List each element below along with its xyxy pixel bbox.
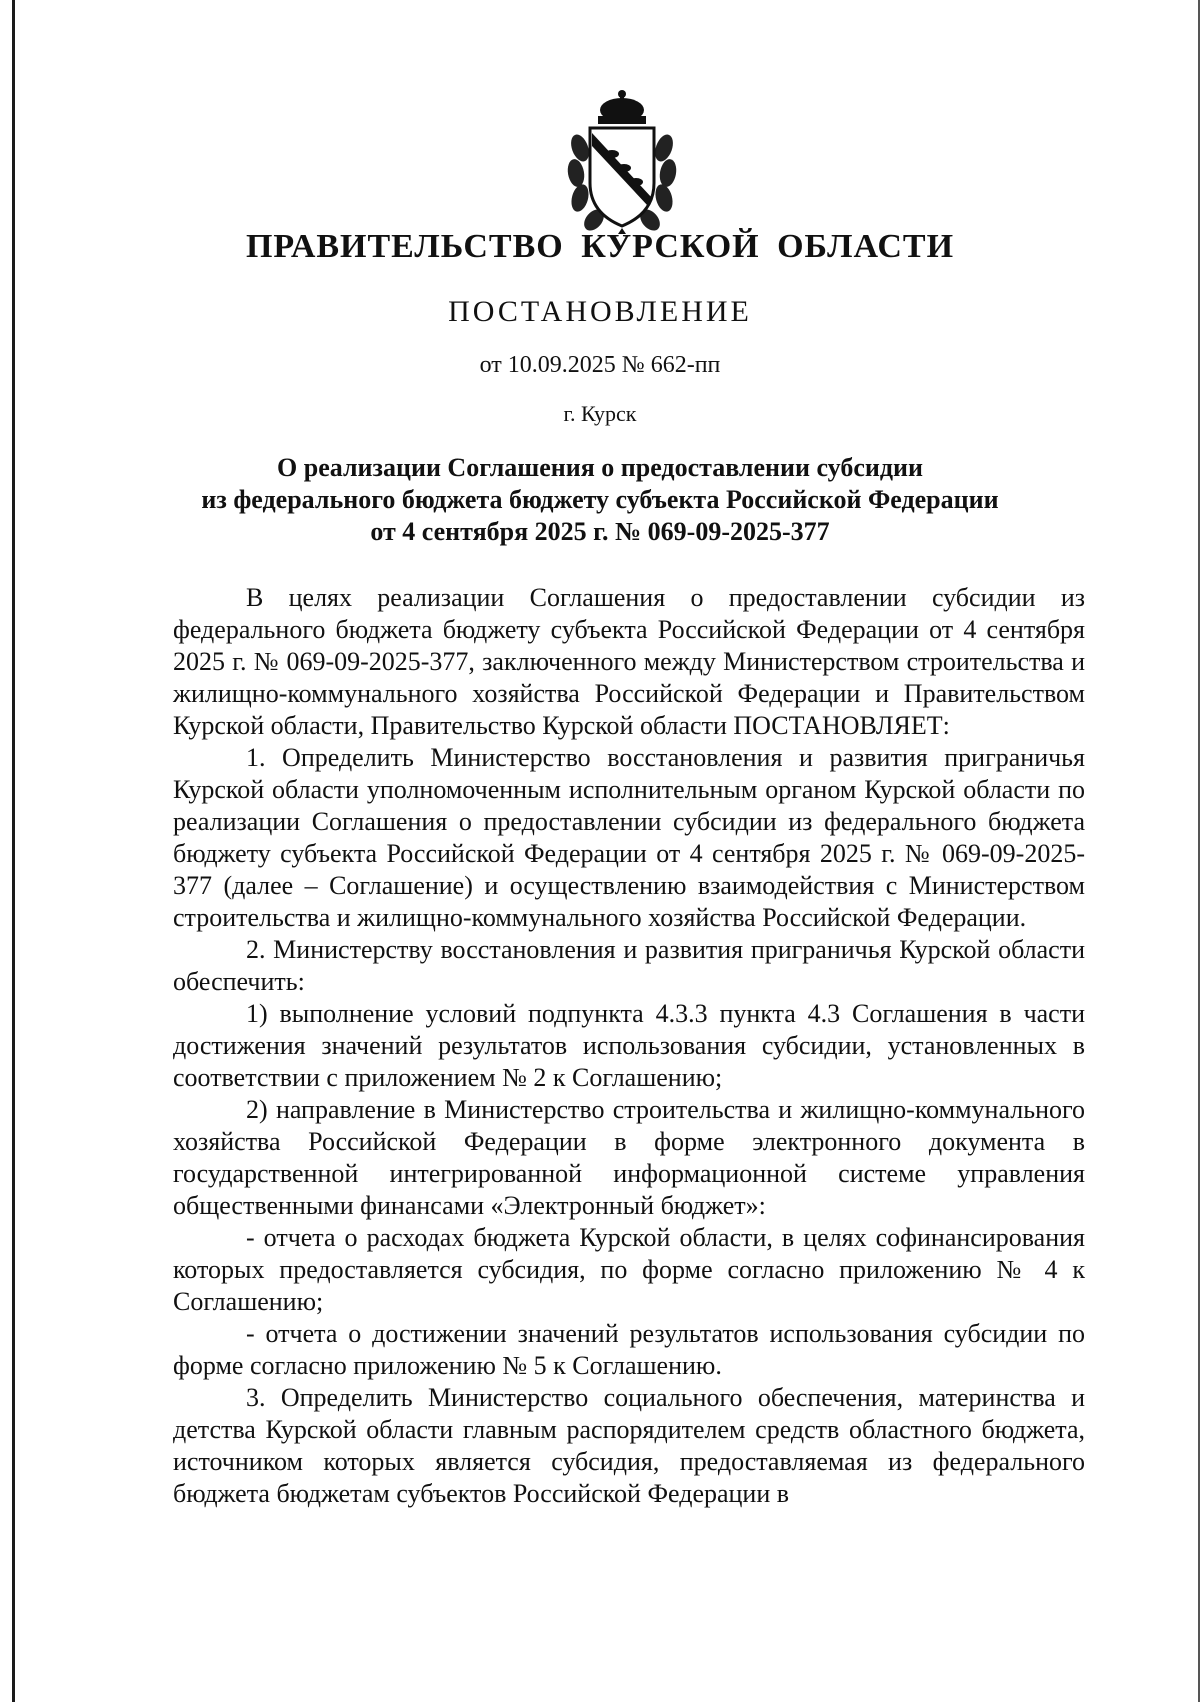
clause-2-subitem-1: 1) выполнение условий подпункта 4.3.3 пункта 4.3 Соглашения в части достижения значений результатов использования субсидии, установленных в соответствии с приложением № 2 к Соглашению; bbox=[173, 999, 1085, 1092]
clause-2-dash-item-b: - отчета о достижении значений результатов использования субсидии по форме согласно приложению № 5 к Соглашению. bbox=[173, 1319, 1085, 1380]
clause-2-dash-item-a: - отчета о расходах бюджета Курской области, в целях софинансирования которых предоставляется субсидия, по форме согласно приложению № 4 к Соглашению; bbox=[173, 1223, 1085, 1316]
title-line: О реализации Соглашения о предоставлении субсидии bbox=[277, 453, 923, 482]
document-type: ПОСТАНОВЛЕНИЕ bbox=[448, 295, 752, 328]
document-city: г. Курск bbox=[563, 401, 637, 426]
clause-1: 1. Определить Министерство восстановления и развития приграничья Курской области уполномоченным исполнительным органом Курской области по реализации Соглашения о предоставлении субсидии из федерального бюджета бюджету субъекта Российской Федерации от 4 сентября 2025 г. № 069-09-2025-377 (далее – Соглашение) и осуществлению взаимодействия с Министерством строительства и жилищно-коммунального хозяйства Российской Федерации. bbox=[173, 743, 1085, 932]
clause-2-subitem-2: 2) направление в Министерство строительства и жилищно-коммунального хозяйства Российской Федерации в форме электронного документа в государственной интегрированной информационной системе управления общественными финансами «Электронный бюджет»: bbox=[173, 1095, 1085, 1220]
organization-name: ПРАВИТЕЛЬСТВО КУРСКОЙ ОБЛАСТИ bbox=[245, 228, 955, 265]
preamble-paragraph: В целях реализации Соглашения о предоставлении субсидии из федерального бюджета бюджету субъекта Российской Федерации от 4 сентября 2025 г. № 069-09-2025-377, заключенного между Министерством строительства и жилищно-коммунального хозяйства Российской Федерации и Правительством Курской области, Правительство Курской области ПОСТАНОВЛЯЕТ: bbox=[173, 583, 1085, 740]
title-line: от 4 сентября 2025 г. № 069-09-2025-377 bbox=[370, 517, 830, 546]
clause-2: 2. Министерству восстановления и развития приграничья Курской области обеспечить: bbox=[173, 935, 1085, 996]
title-line: из федерального бюджета бюджету субъекта Российской Федерации bbox=[201, 485, 999, 514]
document-title bbox=[150, 452, 1050, 548]
document-body bbox=[173, 582, 1085, 1510]
document-number: от 10.09.2025 № 662-пп bbox=[479, 352, 721, 378]
clause-3: 3. Определить Министерство социального обеспечения, материнства и детства Курской области главным распорядителем средств областного бюджета, источником которых является субсидия, предоставляемая из федерального бюджета бюджетам субъектов Российской Федерации в bbox=[173, 1383, 1085, 1508]
kursk-coat-of-arms-icon bbox=[562, 88, 682, 238]
